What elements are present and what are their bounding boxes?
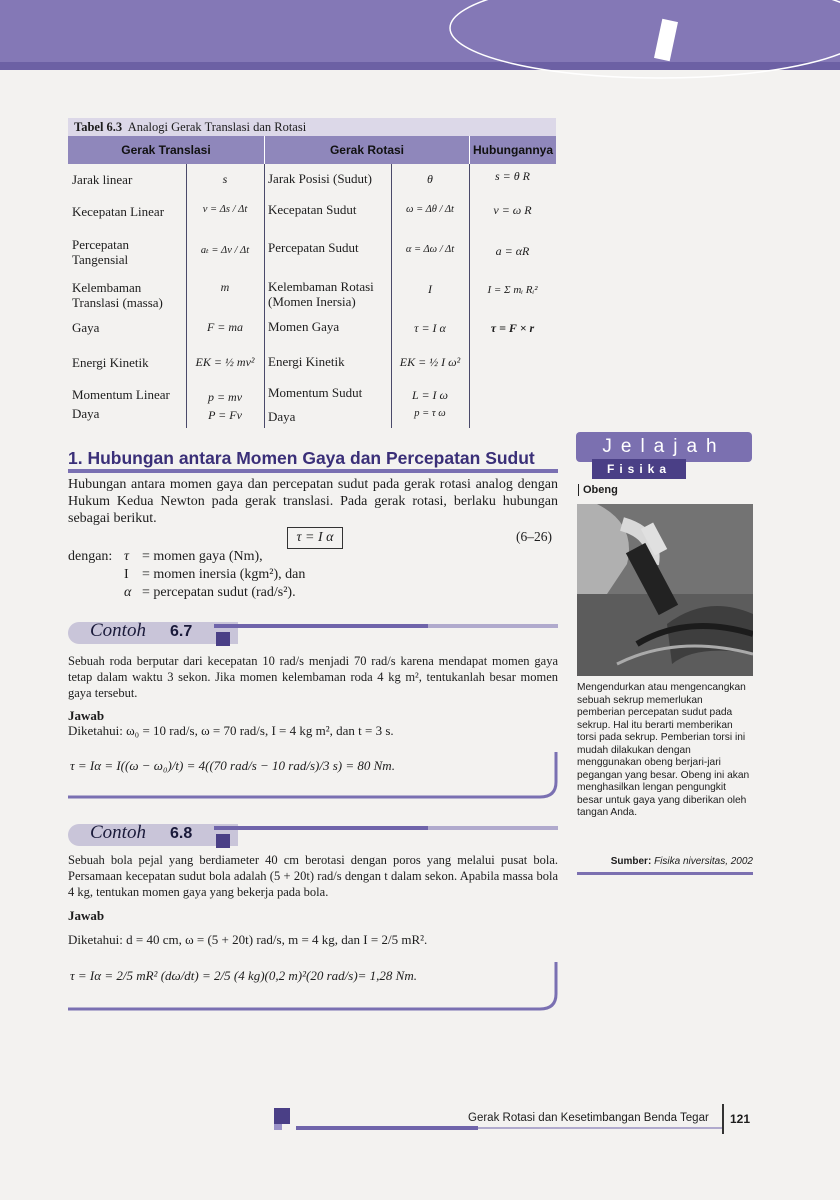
fisika-subtitle: Fisika: [592, 459, 686, 479]
contoh-6-7-solution: τ = Iα = I((ω − ω₀)/t) = 4((70 rad/s − 10 rad/s)/3 s) = 80 Nm.: [70, 758, 395, 773]
formula: p = mv: [207, 390, 243, 404]
formula: τ = F × r: [490, 321, 535, 335]
footer-line-light: [478, 1127, 724, 1129]
contoh-6-8-solution: τ = Iα = 2/5 mR² (dω/dt) = 2/5 (4 kg)(0,2 m)²(20 rad/s)= 1,28 Nm.: [70, 968, 417, 983]
var-symbol: I: [124, 567, 129, 582]
var-symbol: α: [124, 585, 132, 600]
footer-divider: [722, 1104, 724, 1134]
var-symbol: τ: [124, 549, 130, 564]
jawab-label: Jawab: [68, 708, 105, 723]
formula: v = ω R: [493, 203, 532, 217]
contoh-6-8-header: [68, 822, 558, 848]
formula: s = θ R: [495, 169, 530, 183]
jelajah-title: Jelajah: [576, 432, 752, 462]
header-gerak-rotasi: Gerak Rotasi: [329, 143, 405, 157]
contoh-6-7-known: Diketahui: ω₀ = 10 rad/s, ω = 70 rad/s, I = 4 kg m², dan t = 3 s.: [68, 723, 394, 738]
table-row: Percepatan Sudut: [268, 240, 359, 255]
table-row: Momen Gaya: [268, 319, 340, 334]
contoh-6-7-border: [68, 752, 560, 802]
formula: EK = ½ I ω²: [399, 355, 461, 369]
footer-chapter: Gerak Rotasi dan Kesetimbangan Benda Tegar: [468, 1112, 709, 1124]
table-row: Kecepatan Sudut: [268, 202, 357, 217]
header-gerak-translasi: Gerak Translasi: [121, 143, 211, 157]
formula: p = τ ω: [414, 408, 446, 419]
table-row: Jarak linear: [72, 172, 133, 187]
table-row: Momentum Sudut: [268, 385, 363, 400]
table-row: Percepatan Tangensial: [72, 237, 130, 267]
equation-number: (6–26): [516, 529, 552, 544]
table-row: Gaya: [72, 320, 100, 335]
source-text: Fisika niversitas, 2002: [654, 856, 753, 867]
sidebar-bottom-line: [577, 872, 753, 875]
table-body: [68, 164, 556, 428]
formula: v = Δs / Δt: [202, 204, 248, 215]
dengan-label: dengan:: [68, 549, 113, 564]
table-row: Daya: [72, 406, 100, 421]
screwdriver-illustration: [577, 504, 753, 676]
source-label: Sumber:: [610, 856, 652, 867]
var-desc: = percepatan sudut (rad/s²).: [142, 585, 296, 600]
formula: θ: [427, 172, 433, 186]
table-caption: [68, 118, 556, 136]
contoh-6-7-problem: Sebuah roda berputar dari kecepatan 10 rad/s menjadi 70 rad/s karena mendapat momen gaya tetap dalam waktu 3 sekon. Jika momen kelembaman roda 4 kg m², tentukanlah besar momen gaya tersebut.: [68, 654, 558, 700]
sidebar-source: [577, 856, 753, 867]
table-row: Energi Kinetik: [72, 355, 149, 370]
table-row: Kelembaman Rotasi (Momen Inersia): [268, 279, 374, 309]
table-caption-text: Analogi Gerak Translasi dan Rotasi: [127, 120, 307, 134]
table-row: Daya: [268, 409, 296, 424]
table-caption-number: Tabel 6.3: [74, 120, 123, 134]
table-header: [68, 136, 556, 164]
footer-square: [274, 1108, 290, 1124]
formula: ω = Δθ / Δt: [406, 204, 454, 215]
contoh-6-8-known: Diketahui: d = 40 cm, ω = (5 + 20t) rad/s, m = 4 kg, dan I = 2/5 mR².: [68, 932, 428, 947]
header-hubungannya: Hubungannya: [473, 143, 553, 157]
header-ellipse-decoration: [430, 0, 840, 80]
formula: P = Fv: [208, 408, 242, 422]
formula: F = ma: [206, 320, 244, 334]
formula: L = I ω: [411, 388, 449, 402]
var-desc: = momen inersia (kgm²), dan: [142, 567, 306, 582]
contoh-6-8-border: [68, 962, 560, 1014]
contoh-label: Contoh: [90, 822, 146, 843]
contoh-6-7-header: [68, 620, 558, 646]
table-row: Kecepatan Linear: [72, 204, 165, 219]
table-row: Momentum Linear: [72, 387, 170, 402]
section-title: 1. Hubungan antara Momen Gaya dan Percepatan Sudut: [68, 448, 535, 468]
table-row: Kelembaman Translasi (massa): [72, 280, 163, 310]
sidebar-caption: Mengendurkan atau mengencangkan sebuah sekrup memerlukan pemberian percepatan sudut pada sekrup. Hal itu berarti memberikan torsi pada sekrup. Pemberian torsi ini mudah dilakukan dengan menggunakan obeng berjari-jari pegangan yang besar. Obeng ini akan menghasilkan lengan pengungkit besar untuk gaya yang diberikan oleh tangan Anda.: [577, 682, 750, 818]
contoh-6-8-problem: Sebuah bola pejal yang berdiameter 40 cm berotasi dengan poros yang melalui pusat bola. Persamaan kecepatan sudut bola adalah (5 + 20t) rad/s dengan t dalam sekon. Apabila massa bola 4 kg, tentukan momen gaya yang bekerja pada bola.: [68, 853, 558, 899]
page-number: 121: [730, 1112, 751, 1126]
formula: I = Σ mᵢ Rᵢ²: [487, 284, 538, 296]
formula: τ = I α: [414, 321, 446, 335]
formula: EK = ½ mv²: [195, 355, 255, 369]
table-row: Energi Kinetik: [268, 354, 345, 369]
formula: s: [222, 172, 228, 186]
formula: I: [428, 282, 432, 296]
sidebar-topic: Obeng: [578, 484, 618, 496]
formula: a = αR: [495, 244, 530, 258]
jawab-label: Jawab: [68, 908, 105, 923]
section-underline: [68, 469, 558, 473]
formula: α = Δω / Δt: [405, 244, 455, 255]
formula: aₜ = Δv / Δt: [200, 245, 250, 256]
contoh-label: Contoh: [90, 620, 146, 641]
section-intro: Hubungan antara momen gaya dan percepatan sudut pada gerak rotasi analog dengan Hukum Kedua Newton pada gerak translasi. Pada gerak rotasi, berlaku hubungan sebagai berikut.: [68, 477, 558, 526]
footer-square-shadow: [274, 1124, 282, 1130]
contoh-number: 6.7: [170, 623, 193, 640]
formula: m: [220, 280, 230, 294]
table-row: Jarak Posisi (Sudut): [268, 171, 372, 186]
contoh-number: 6.8: [170, 825, 193, 842]
screwdriver-photo: [577, 504, 753, 676]
equation-box: τ = I α: [287, 527, 343, 549]
footer-line: [296, 1126, 478, 1130]
var-desc: = momen gaya (Nm),: [142, 549, 263, 564]
